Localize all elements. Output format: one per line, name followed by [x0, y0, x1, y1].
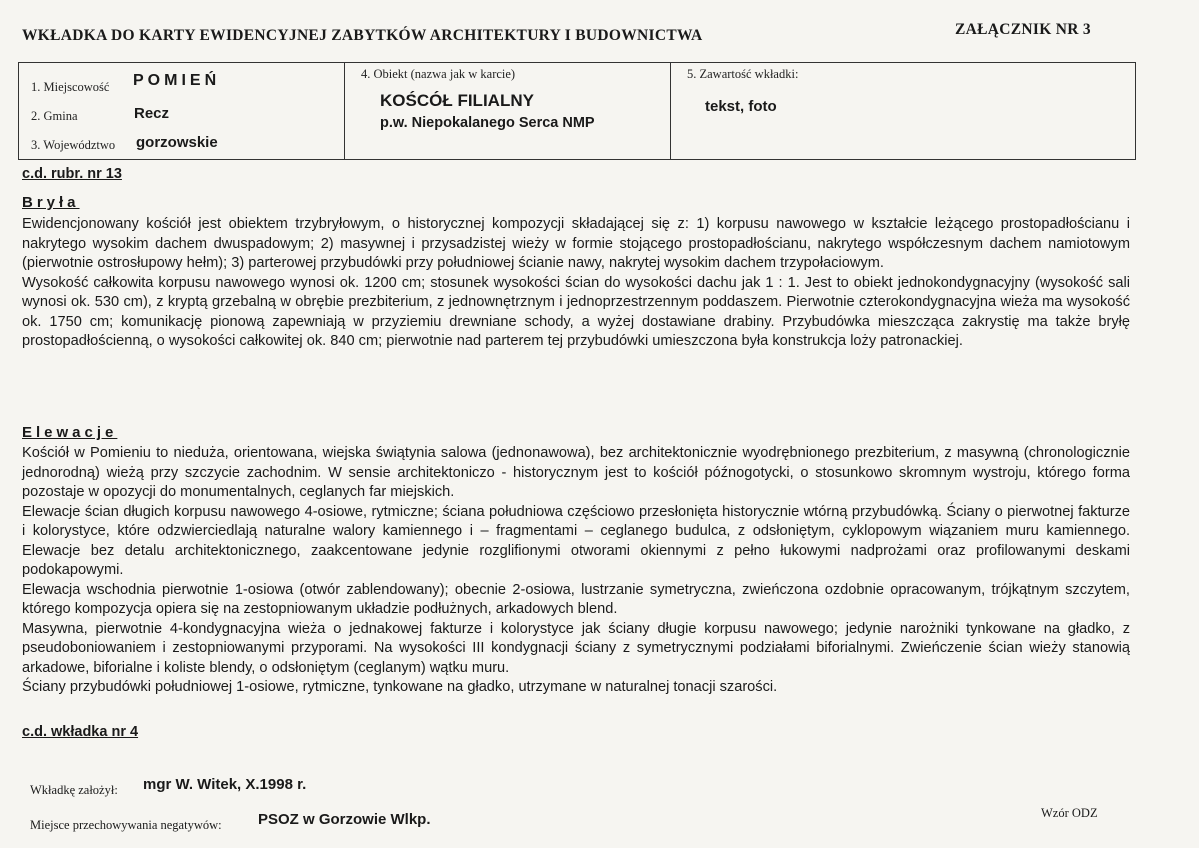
object-subtitle: p.w. Niepokalanego Serca NMP — [380, 115, 595, 131]
box-divider-2 — [670, 63, 671, 159]
elewacje-text — [22, 444, 1130, 698]
object-name: KOŚCÓŁ FILIALNY — [380, 91, 534, 110]
bryla-text — [22, 215, 1130, 352]
commune-value: Recz — [134, 105, 170, 122]
voivodeship-label: 3. Województwo — [31, 138, 116, 152]
template-mark: Wzór ODZ — [1041, 806, 1098, 820]
continuation-ref: c.d. rubr. nr 13 — [22, 166, 122, 182]
storage-label: Miejsce przechowywania negatywów: — [30, 818, 222, 832]
voivodeship-value: gorzowskie — [136, 134, 218, 151]
elewacje-paragraph-1: Kościół w Pomieniu to nieduża, orientowana, wiejska świątynia salowa (jednonawowa), bez architektonicznie wyodrębnionego prezbiterium, z masywną (chronologicznie jednorodną) wieżą przy szczycie zachodnim. W sensie architektoniczo - historycznym jest to kościół późnogotycki, o stosunkowo skromnym wystroju, którego forma pozostaje w opozycji do monumentalnych, ceglanych far miejskich. — [22, 445, 1130, 500]
elewacje-paragraph-2: Elewacje ścian długich korpusu nawowego 4-osiowe, rytmiczne; ściana południowa częściowo przesłonięta historycznie wtórną przybudówką. Ściany o pierwotnej fakturze i kolorystyce, które odzwierciedlają naturalne walory kamiennego i – fragmentami – ceglanego budulca, z odsłoniętym, cyklopowym wiązaniem muru kamiennego. Elewacje bez detalu architektonicznego, zaakcentowane jedynie rozglifionymi otworami okiennymi z pełno łukowymi nadprożami oraz profilowanymi deskami podokapowymi. — [22, 503, 1130, 578]
bryla-paragraph-1: Ewidencjonowany kościół jest obiektem trzybryłowym, o historycznej kompozycji składającej się z: 1) korpusu nawowego w kształcie leżącego prostopadłościanu i nakrytego wysokim dachem dwuspadowym; 2) masywnej i przysadzistej wieży w formie stojącego prostopadłościanu, nakrytego współczesnym dachem namiotowym (pierwotnie ostrosłupowy hełm); 3) parterowej przybudówki przy południowej ścianie nawy, nakrytej wysokim dachem trzypołaciowym. — [22, 216, 1130, 271]
contents-value: tekst, foto — [705, 98, 777, 115]
elewacje-paragraph-5: Ściany przybudówki południowej 1-osiowe, rytmiczne, tynkowane na gładko, utrzymane w naturalnej tonacji szarości. — [22, 679, 778, 695]
object-label: 4. Obiekt (nazwa jak w karcie) — [361, 67, 516, 81]
locality-value: POMIEŃ — [133, 72, 221, 89]
continued-insert-ref: c.d. wkładka nr 4 — [22, 724, 139, 740]
storage-value: PSOZ w Gorzowie Wlkp. — [258, 811, 431, 828]
elewacje-heading: Elewacje — [22, 424, 118, 441]
commune-label: 2. Gmina — [31, 109, 78, 123]
author-value: mgr W. Witek, X.1998 r. — [143, 776, 307, 793]
contents-label: 5. Zawartość wkładki: — [687, 67, 799, 81]
elewacje-paragraph-4: Masywna, pierwotnie 4-kondygnacyjna wieża o jednakowej fakturze i kolorystyce jak ściany długie korpusu nawowego; jedynie narożniki tynkowane na gładko, z pseudoboniowaniem i zestopniowanymi przyporami. Na wysokości III kondygnacji ściany z symetrycznymi podziałami biforialnymi. Zwieńczenie ścian wieży stanowią arkadowe, biforialne i koliste blendy, o odsłoniętym (ceglanym) wątku muru. — [22, 620, 1130, 676]
bryla-paragraph-2: Wysokość całkowita korpusu nawowego wynosi ok. 1200 cm; stosunek wysokości ścian do wysokości dachu jak 1 : 1. Jest to obiekt jednokondygnacyjny (wysokość sali wynosi ok. 530 cm), z kryptą grzebalną w obrębie prezbiterium, z jednownętrznym i jednoprzestrzennym poddaszem. Pierwotnie czterokondygnacyjna wieża ma wysokość ok. 1750 cm; komunikację pionową zapewniają w przyziemiu drewniane schody, a wyżej dostawiane drabiny. Przybudówka mieszcząca zakrystię ma także bryłę prostopadłościenną, o wysokości całkowitej ok. 840 cm; pierwotnie nad parterem tej przybudówki umieszczona była konstrukcja loży patronackiej. — [22, 274, 1130, 349]
locality-label: 1. Miejscowość — [31, 80, 110, 94]
author-label: Wkładkę założył: — [30, 783, 118, 797]
document-title: WKŁADKA DO KARTY EWIDENCYJNEJ ZABYTKÓW ARCHITEKTURY I BUDOWNICTWA — [22, 27, 703, 44]
box-divider-1 — [344, 63, 345, 159]
annex-number: ZAŁĄCZNIK NR 3 — [955, 21, 1091, 38]
elewacje-paragraph-3: Elewacja wschodnia pierwotnie 1-osiowa (otwór zablendowany); obecnie 2-osiowa, lustrzanie symetryczna, zwieńczona ozdobnie opracowanym, trójkątnym szczytem, którego kompozycja opiera się na zestopniowanym układzie podłużnych, arkadowych blend. — [22, 581, 1130, 617]
bryla-heading: Bryła — [22, 194, 80, 211]
header-fields-box — [18, 62, 1136, 160]
